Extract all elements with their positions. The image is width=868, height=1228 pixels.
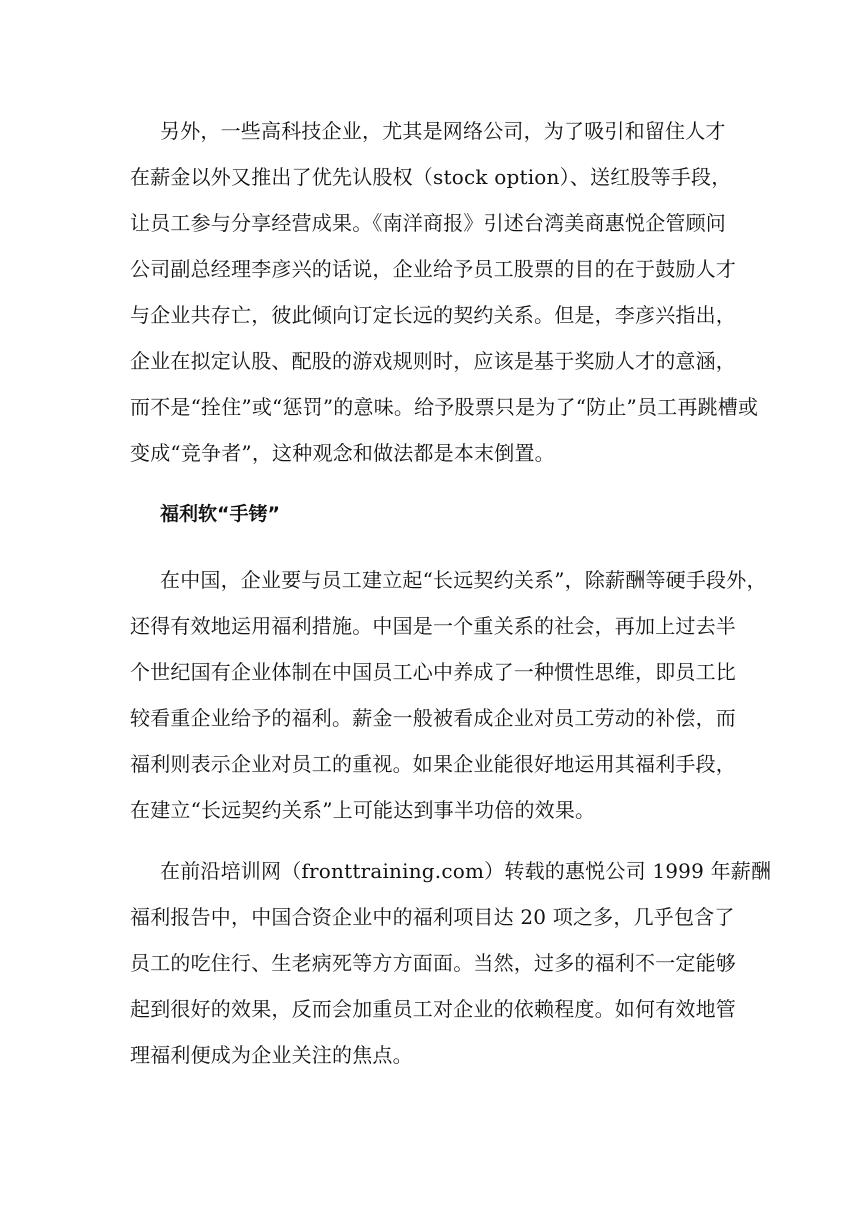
- text-line: 起到很好的效果，反而会加重员工对企业的依赖程度。如何有效地管: [130, 997, 736, 1021]
- text-line: 变成“竞争者”，这种观念和做法都是本末倒置。: [130, 441, 555, 465]
- text-line: 理福利便成为企业关注的焦点。: [130, 1043, 413, 1067]
- section-heading: 福利软“手铐”: [160, 503, 280, 525]
- text-line: 较看重企业给予的福利。薪金一般被看成企业对员工劳动的补偿，而: [130, 706, 736, 730]
- text-line: 员工的吃住行、生老病死等方方面面。当然，过多的福利不一定能够: [130, 951, 736, 975]
- paragraph-stock-option: [130, 108, 759, 476]
- text-line: 在中国，企业要与员工建立起“长远契约关系”，除薪酬等硬手段外，: [160, 568, 767, 592]
- text-line: 福利则表示企业对员工的重视。如果企业能很好地运用其福利手段，: [130, 752, 736, 776]
- text-line: 与企业共存亡，彼此倾向订定长远的契约关系。但是，李彦兴指出，: [130, 303, 736, 327]
- text-line: 福利报告中，中国合资企业中的福利项目达 20 项之多，几乎包含了: [130, 905, 735, 929]
- text-line: 另外，一些高科技企业，尤其是网络公司，为了吸引和留住人才: [160, 119, 726, 143]
- text-line: 还得有效地运用福利措施。中国是一个重关系的社会，再加上过去半: [130, 614, 736, 638]
- text-line: 企业在拟定认股、配股的游戏规则时，应该是基于奖励人才的意涵，: [130, 349, 736, 373]
- text-line: 而不是“拴住”或“惩罚”的意味。给予股票只是为了“防止”员工再跳槽或: [130, 395, 759, 419]
- text-line: 在前沿培训网（fronttraining.com）转载的惠悦公司 1999 年薪酬: [160, 859, 772, 883]
- text-line: 个世纪国有企业体制在中国员工心中养成了一种惯性思维，即员工比: [130, 660, 736, 684]
- text-line: 在建立“长远契约关系”上可能达到事半功倍的效果。: [130, 798, 596, 822]
- text-line: 让员工参与分享经营成果。《南洋商报》引述台湾美商惠悦企管顾问: [130, 211, 726, 235]
- text-line: 公司副总经理李彦兴的话说，企业给予员工股票的目的在于鼓励人才: [130, 257, 736, 281]
- paragraph-welfare-china: [130, 557, 767, 833]
- paragraph-welfare-report: [130, 848, 772, 1078]
- text-line: 在薪金以外又推出了优先认股权（stock option）、送红股等手段，: [130, 165, 732, 189]
